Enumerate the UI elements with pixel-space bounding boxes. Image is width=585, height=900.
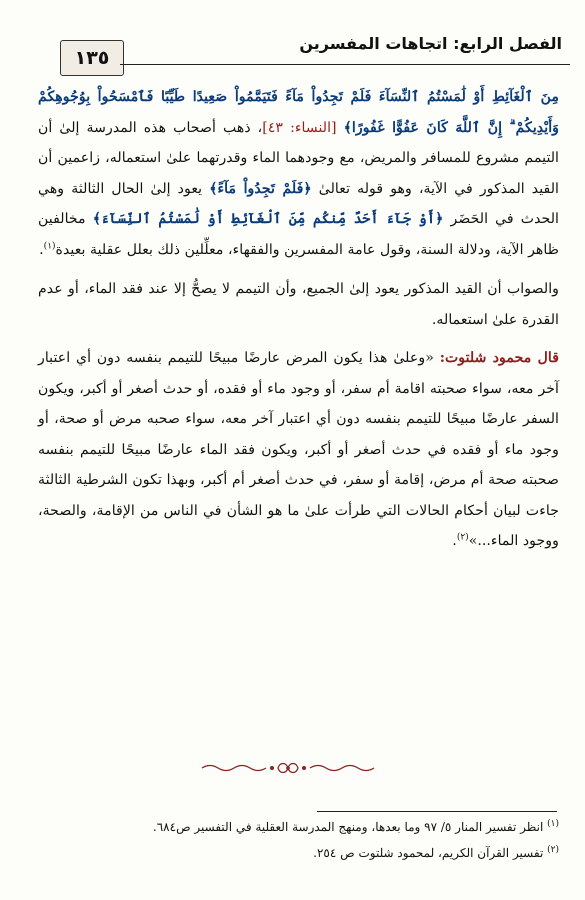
footnote-rule xyxy=(317,811,557,812)
page-number-badge xyxy=(60,40,124,76)
page-number: ١٣٥ xyxy=(74,47,110,69)
paragraph-2: والصواب أن القيد المذكور يعود إلىٰ الجميع، وأن التيمم لا يصحُّ إلا عند فقد الماء، أو عدم القدرة علىٰ استعماله. xyxy=(38,281,559,328)
quote-text: «وعلىٰ هذا يكون المرض عارضًا مبيحًا للتيمم بنفسه دون أي اعتبار آخر معه، سواء صحبته اقامة أم سفر، أو وجود ماء أو فقده، أو حدث أصغر أو أكبر، ويكون السفر عارضًا مبيحًا للتيمم بنفسه دون أي اعتبار آخر معه، سواء صحبه مرض أو صحة، أو وجود ماء أو فقده في حدث أصغر أو أكبر، ويكون فقد الماء عارضًا مبيحًا للتيمم بنفسه صحبته صحة أم مرض، إقامة أو سفر، في حدث أصغر أم أكبر، وبهذا تكون الشرطية الثالثة جاءت لبيان أحكام الحالات التي طرأت علىٰ ما هو الشأن في الناس من الإقامة، والصحة، ووجود الماء...» xyxy=(38,350,559,549)
paragraph-1 xyxy=(38,82,559,265)
main-text xyxy=(38,82,559,557)
quran-verse: مِنَ ٱلْغَآئِطِ أَوْ لَٰمَسْتُمُ ٱلنِّسَآءَ فَلَمْ تَجِدُواْ مَآءً فَتَيَمَّمُواْ صَعِيدًا طَيِّبًا فَٱمْسَحُواْ بِوُجُوهِكُمْ وَأَيْدِيكُمْ ۗ إِنَّ ٱللَّهَ كَانَ عَفُوًّا غَفُورًا﴾ xyxy=(38,89,560,136)
footnote-text: تفسير القرآن الكريم، لمحمود شلتوت ص ٢٥٤. xyxy=(313,846,544,860)
paragraph-text: مخالفين ظاهر الآية، ودلالة السنة، وقول عامة المفسرين والفقهاء، معلِّلين ذلك بعلل عقلية بعيدة xyxy=(38,211,559,258)
footnote-number: (٢) xyxy=(547,845,559,855)
paragraph-text: يعود إلىٰ الحال الثالثة وهي الحدث في الحَضَر xyxy=(38,180,559,227)
chapter-title: الفصل الرابع: اتجاهات المفسرين xyxy=(299,34,562,53)
paragraph-text: ، ذهب أصحاب هذه المدرسة إلىٰ أن التيمم مشروع للمسافر والمريض، مع وجودهما الماء وقدرتهما علىٰ استعماله، زاعمين أن القيد المذكور في الآية، وهو قوله تعالىٰ xyxy=(38,119,559,197)
footnote-text: انظر تفسير المنار ٥/ ٩٧ وما بعدها، ومنهج المدرسة العقلية في التفسير ص٦٨٤. xyxy=(152,820,544,834)
footnote-marker: (١) xyxy=(43,240,56,251)
footnote-2 xyxy=(40,840,559,866)
footnote-1 xyxy=(40,814,559,840)
page-header xyxy=(60,30,570,72)
footnote-marker: (٢) xyxy=(456,532,469,543)
paragraph-3 xyxy=(38,343,559,557)
quran-verse: ﴿فَلَمْ تَجِدُواْ مَآءً﴾ xyxy=(209,180,312,197)
punctuation: . xyxy=(39,241,44,258)
verse-reference: [النساء: ٤٣] xyxy=(262,119,337,136)
quote-speaker: قال محمود شلتوت: xyxy=(439,350,560,366)
punctuation: . xyxy=(452,533,457,549)
footnote-number: (١) xyxy=(547,819,559,829)
footnotes xyxy=(40,814,559,866)
header-rule xyxy=(120,64,570,65)
ornament-divider xyxy=(200,760,376,776)
quran-verse: ﴿أَوْ جَآءَ أَحَدٌ مِّنكُم مِّنَ ٱلْغَآئِطِ أَوْ لَٰمَسْتُمُ ٱلنِّسَآءَ﴾ xyxy=(92,211,444,227)
